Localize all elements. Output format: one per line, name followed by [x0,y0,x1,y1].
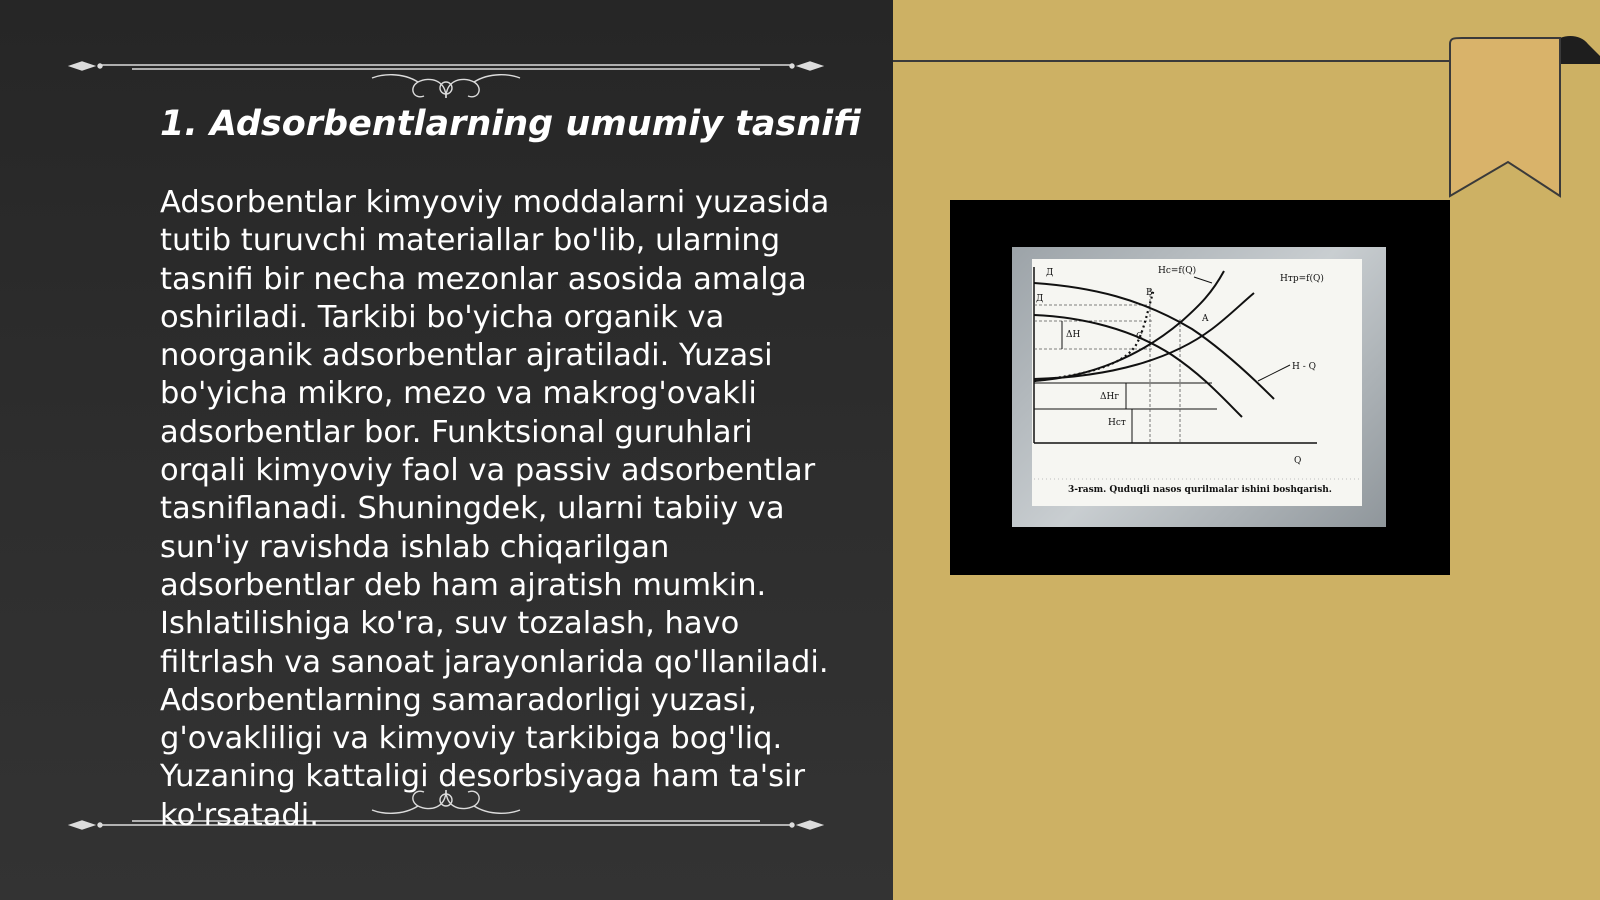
ornamental-flourish-top [62,38,830,98]
label-d-upper: Д [1046,268,1054,278]
label-htr-fq: Hтр=f(Q) [1280,274,1324,284]
label-q: Q [1294,456,1302,466]
label-dh: ΔH [1066,330,1081,340]
label-c: C [1136,332,1143,342]
label-h-q: H - Q [1292,362,1316,372]
label-a: A [1202,314,1209,324]
figure-caption: 3-rasm. Quduqli nasos qurilmalar ishini boshqarish. [1068,485,1332,495]
figure-frame [950,200,1450,575]
bookmark-ribbon-icon [1430,30,1600,200]
slide-title: 1. Adsorbentlarning umumiy tasnifi [160,104,861,144]
slide-body-text: Adsorbentlar kimyoviy moddalarni yuzasida tutib turuvchi materiallar bo'lib, ularning tasnifi bir necha mezonlar asosida amalga oshiriladi. Tarkibi bo'yicha organik va noorganik adsorbentlar ajratiladi. Yuzasi bo'yicha mikro, mezo va makrog'ovakli adsorbentlar bor. Funktsional guruhlari orqali kimyoviy faol va passiv adsorbentlar tasniflanadi. Shuningdek, ularni tabiiy va sun'iy ravishda ishlab chiqarilgan adsorbentlar deb ham ajratish mumkin. Ishlatilishiga ko'ra, suv tozalash, havo filtrlash va sanoat jarayonlarida qo'llaniladi. Adsorbentlarning samaradorligi yuzasi, g'ovakliligi va kimyoviy tarkibiga bog'liq. Yuzaning kattaligi desorbsiyaga ham ta'sir ko'rsatadi. [160,185,830,833]
figure-mat [1012,247,1386,527]
label-dhg: ΔHг [1100,392,1120,402]
label-d-lower: Д [1036,294,1044,304]
figure-paper [1032,259,1362,506]
pump-characteristic-diagram [1032,259,1362,506]
label-hc-fq: Hc=f(Q) [1158,266,1197,276]
label-b: B [1146,288,1153,298]
label-hst: Hст [1108,418,1126,428]
